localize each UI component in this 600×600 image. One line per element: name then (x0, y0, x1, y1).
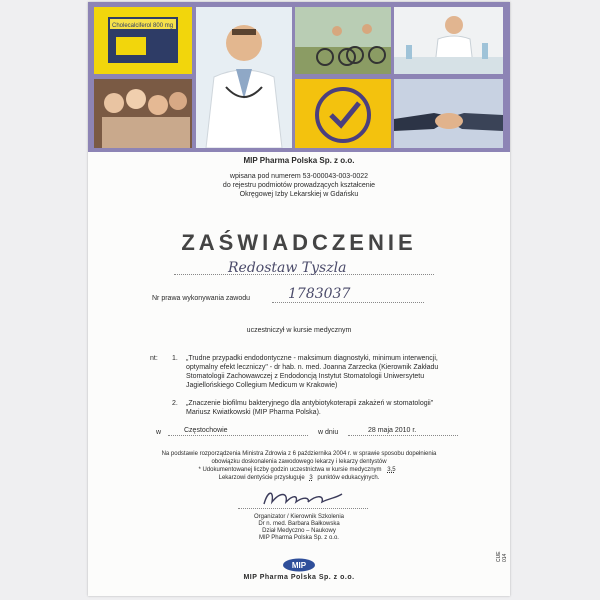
hours-value: 3,5 (387, 467, 396, 473)
participant-name: Redostaw Tyszla (228, 260, 347, 276)
product-box-photo (94, 7, 192, 74)
side-code: CUE 014 (496, 551, 508, 562)
place-prefix: w (156, 429, 162, 436)
topic-2-number: 2. (172, 400, 178, 407)
topic-2-line-1: „Znaczenie biofilmu bakteryjnego dla antybiotykoterapii zakażeń w stomatologii" (186, 400, 434, 407)
topic-2-line-2: Mariusz Kwiatkowski (MIP Pharma Polska). (186, 409, 321, 416)
points-suffix: punktów edukacyjnych. (317, 475, 380, 481)
company-header: MIP Pharma Polska Sp. z o.o. (243, 156, 355, 165)
legal-basis-line-3 (88, 466, 510, 474)
topic-1-line-3: Stomatologii Zachowawczej z Endodoncją Instytut Stomatologii Uniwersytetu (186, 373, 425, 380)
pack-label: Cholecalciferol 800 mg (112, 23, 174, 29)
registry-line-3: Okręgowej Izby Lekarskiej w Gdańsku (239, 191, 359, 198)
date-prefix: w dniu (318, 429, 339, 436)
signature-underline (238, 508, 368, 509)
license-label: Nr prawa wykonywania zawodu (152, 295, 251, 302)
legal-basis-line-2: obowiązku doskonalenia zawodowego lekarzy i lekarzy dentystów (211, 459, 387, 465)
topic-1-number: 1. (172, 355, 178, 362)
points-label: Lekarzowi dentyście przysługuje (218, 475, 305, 481)
family-photo (94, 79, 192, 148)
topic-1-line-4: Jagiellońskiego Collegium Medicum w Krakowie) (186, 382, 338, 389)
document-title: ZAŚWIADCZENIE (181, 230, 417, 255)
signatory-line-3: Dział Medyczno – Naukowy (262, 528, 336, 534)
signatory-line-1: Organizator / Kierownik Szkolenia (253, 514, 345, 520)
points-value: 3 (309, 475, 313, 481)
participation-text: uczestniczył w kursie medycznym (246, 327, 352, 334)
certificate-sheet (88, 2, 510, 596)
signatory-line-4: MIP Pharma Polska Sp. z o.o. (259, 535, 339, 541)
footer-company: MIP Pharma Polska Sp. z o.o. (243, 574, 355, 581)
signature (258, 486, 348, 510)
mip-logo-text: MIP (291, 561, 307, 570)
topic-1-line-1: „Trudne przypadki endodontyczne - maksimum diagnostyki, minimum interwencji, (186, 355, 438, 362)
registry-line-2: do rejestru podmiotów prowadzących kształcenie (222, 182, 376, 189)
license-underline (272, 302, 424, 303)
place-underline (168, 435, 308, 436)
registry-line-1: wpisana pod numerem 53-000043-003-0022 (229, 173, 369, 180)
license-number: 1783037 (288, 286, 351, 302)
lab-photo (394, 7, 503, 74)
mip-logo (282, 558, 316, 572)
date-underline (348, 435, 458, 436)
date-value: 28 maja 2010 r. (368, 427, 417, 434)
yellow-check-emblem (295, 79, 391, 148)
hours-label: * Udokumentowanej liczby godzin uczestnictwa w kursie medycznym (198, 467, 382, 473)
topics-label: nt: (150, 355, 158, 362)
legal-basis-line-4 (88, 474, 510, 482)
doctor-photo (196, 7, 292, 148)
legal-basis-line-1: Na podstawie rozporządzenia Ministra Zdrowia z 6 października 2004 r. w sprawie sposobu dopełnienia (161, 451, 437, 457)
place-value: Częstochowie (184, 427, 228, 434)
topic-1-line-2: optymalny efekt leczniczy" - dr hab. n. med. Joanna Zarzecka (Kierownik Zakładu (186, 364, 439, 371)
handshake-photo (394, 79, 503, 148)
cyclists-photo (295, 7, 391, 74)
signatory-line-2: Dr n. med. Barbara Bałkowska (258, 521, 340, 527)
photo-banner (88, 2, 510, 152)
